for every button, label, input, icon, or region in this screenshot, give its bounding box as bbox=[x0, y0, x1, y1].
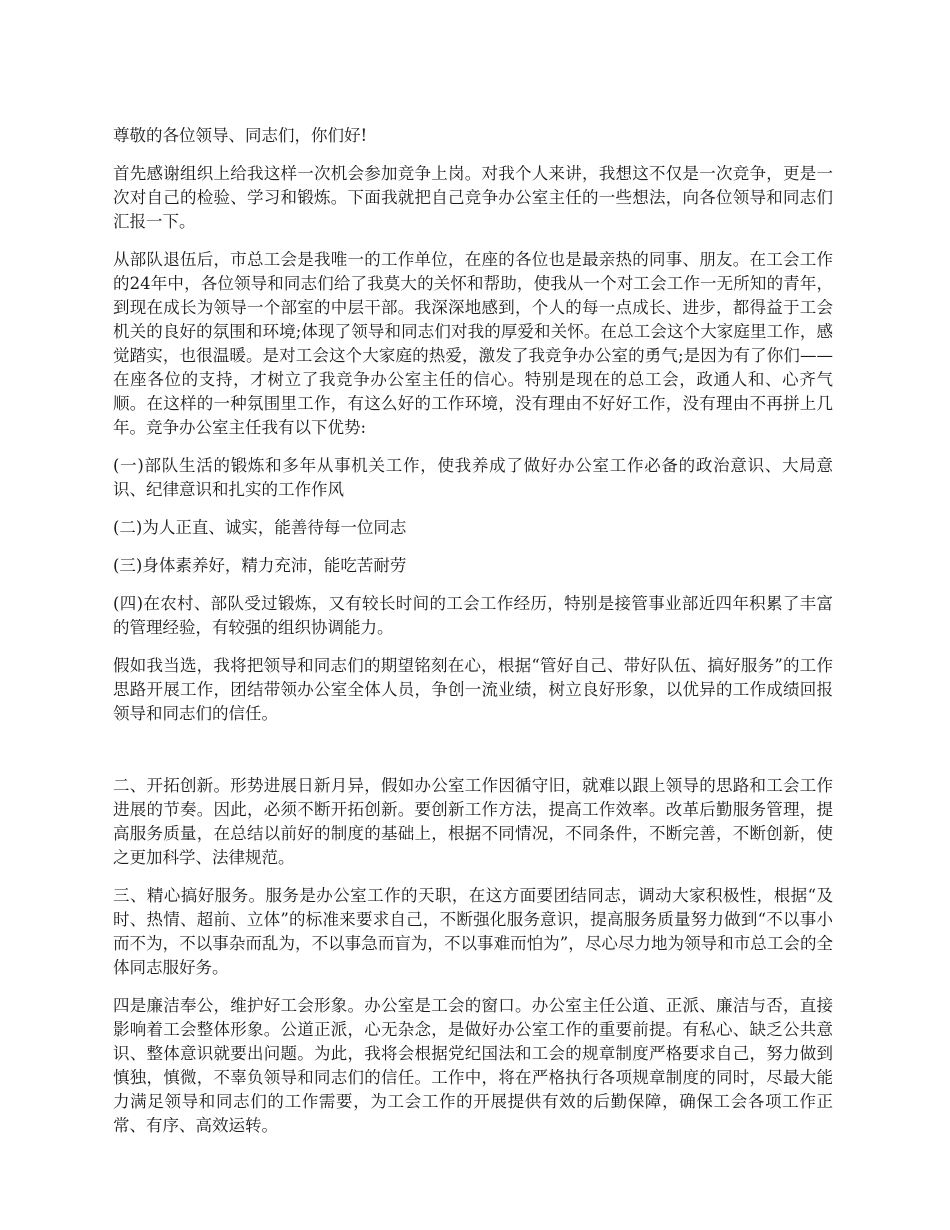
paragraph-intro: 首先感谢组织上给我这样一次机会参加竞争上岗。对我个人来讲，我想这不仅是一次竞争，更是一次对自己的检验、学习和锻炼。下面我就把自己竞争办公室主任的一些想法，向各位领导和同志们汇报一下。 bbox=[113, 164, 833, 231]
document-page bbox=[113, 124, 833, 1152]
advantage-item-2: (二)为人正直、诚实，能善待每一位同志 bbox=[113, 518, 407, 537]
section-innovation: 二、开拓创新。形势进展日新月异，假如办公室工作因循守旧，就难以跟上领导的思路和工会工作进展的节奏。因此，必须不断开拓创新。要创新工作方法，提高工作效率。改革后勤服务管理，提高服务质量，在总结以前好的制度的基础上，根据不同情况，不同条件，不断完善，不断创新，使之更加科学、法律规范。 bbox=[113, 776, 833, 867]
section-gap bbox=[113, 740, 833, 774]
greeting: 尊敬的各位领导、同志们，你们好! bbox=[113, 126, 368, 145]
paragraph-pledge: 假如我当选，我将把领导和同志们的期望铭刻在心，根据“管好自己、带好队伍、搞好服务”的工作思路开展工作，团结带领办公室全体人员，争创一流业绩，树立良好形象，以优异的工作成绩回报领导和同志们的信任。 bbox=[113, 656, 833, 723]
advantage-item-1: (一)部队生活的锻炼和多年从事机关工作，使我养成了做好办公室工作必备的政治意识、大局意识、纪律意识和扎实的工作作风 bbox=[113, 456, 833, 499]
section-service: 三、精心搞好服务。服务是办公室工作的天职，在这方面要团结同志，调动大家积极性，根据“及时、热情、超前、立体”的标准来要求自己，不断强化服务意识，提高服务质量努力做到“不以事小而不为，不以事杂而乱为，不以事急而盲为，不以事难而怕为”，尽心尽力地为领导和市总工会的全体同志服好务。 bbox=[113, 886, 833, 977]
advantage-item-4: (四)在农村、部队受过锻炼，又有较长时间的工会工作经历，特别是接管事业部近四年积累了丰富的管理经验，有较强的组织协调能力。 bbox=[113, 594, 833, 637]
section-integrity: 四是廉洁奉公，维护好工会形象。办公室是工会的窗口。办公室主任公道、正派、廉洁与否，直接影响着工会整体形象。公道正派，心无杂念，是做好办公室工作的重要前提。有私心、缺乏公共意识、整体意识就要出问题。为此，我将会根据党纪国法和工会的规章制度严格要求自己，努力做到慎独，慎微，不辜负领导和同志们的信任。工作中，将在严格执行各项规章制度的同时，尽最大能力满足领导和同志们的工作需要，为工会工作的开展提供有效的后勤保障，确保工会各项工作正常、有序、高效运转。 bbox=[113, 996, 833, 1135]
paragraph-background: 从部队退伍后，市总工会是我唯一的工作单位，在座的各位也是最亲热的同事、朋友。在工会工作的24年中，各位领导和同志们给了我莫大的关怀和帮助，使我从一个对工会工作一无所知的青年，到现在成长为领导一个部室的中层干部。我深深地感到，个人的每一点成长、进步，都得益于工会机关的良好的氛围和环境;体现了领导和同志们对我的厚爱和关怀。在总工会这个大家庭里工作，感觉踏实，也很温暖。是对工会这个大家庭的热爱，激发了我竞争办公室的勇气;是因为有了你们——在座各位的支持，才树立了我竞争办公室主任的信心。特别是现在的总工会，政通人和、心齐气顺。在这样的一种氛围里工作，有这么好的工作环境，没有理由不好好工作，没有理由不再拼上几年。竞争办公室主任我有以下优势: bbox=[113, 250, 833, 437]
advantage-item-3: (三)身体素养好，精力充沛，能吃苦耐劳 bbox=[113, 556, 407, 575]
